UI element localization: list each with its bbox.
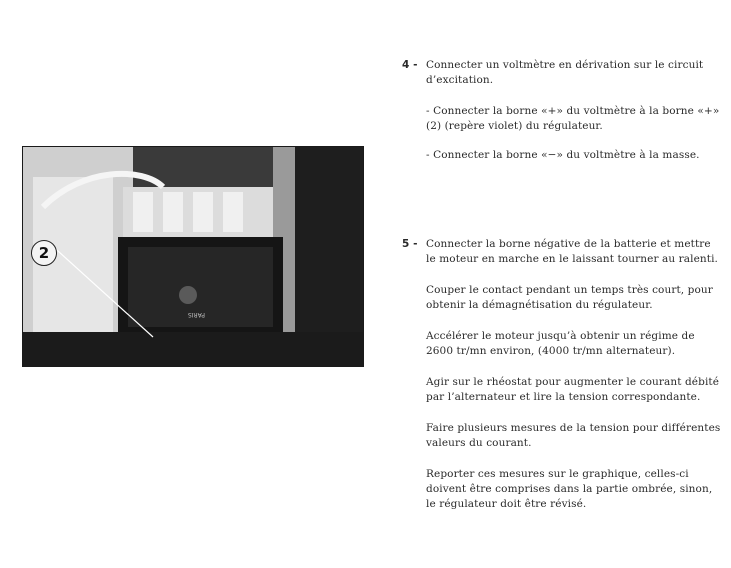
step-5-paragraph: Accélérer le moteur jusqu’à obtenir un régime de 2600 tr/mn environ, (4000 tr/mn alternateur). (426, 330, 695, 357)
spacer (402, 177, 722, 237)
step-5-paragraph: Connecter la borne négative de la batterie et mettre le moteur en marche en le laissant tourner au ralenti. (426, 238, 718, 265)
regulator-photo-drawing (23, 147, 363, 366)
step-4 (402, 58, 722, 163)
regulator-photo (22, 146, 364, 367)
step-5-number: 5 - (402, 238, 418, 250)
step-4-number: 4 - (402, 59, 418, 71)
step-5-paragraph: Faire plusieurs mesures de la tension pour différentes valeurs du courant. (426, 422, 721, 449)
step-5-paragraph: Agir sur le rhéostat pour augmenter le courant débité par l’alternateur et lire la tension correspondante. (426, 376, 720, 403)
callout-number: 2 (31, 240, 57, 266)
step-4-item: - Connecter la borne «−» du voltmètre à la masse. (426, 149, 700, 161)
step-4-intro: Connecter un voltmètre en dérivation sur le circuit d’excitation. (426, 59, 704, 86)
step-5-paragraph: Reporter ces mesures sur le graphique, celles-ci doivent être comprises dans la partie ombrée, sinon, le régulateur doit être révisé. (426, 468, 713, 510)
instructions-column (402, 58, 722, 528)
step-5 (402, 237, 722, 512)
step-4-item: - Connecter la borne «+» du voltmètre à la borne «+» (2) (repère violet) du régulateur. (426, 105, 720, 132)
svg-text:PARIS: PARIS (187, 311, 205, 318)
step-5-paragraph: Couper le contact pendant un temps très court, pour obtenir la démagnétisation du régulateur. (426, 284, 713, 311)
